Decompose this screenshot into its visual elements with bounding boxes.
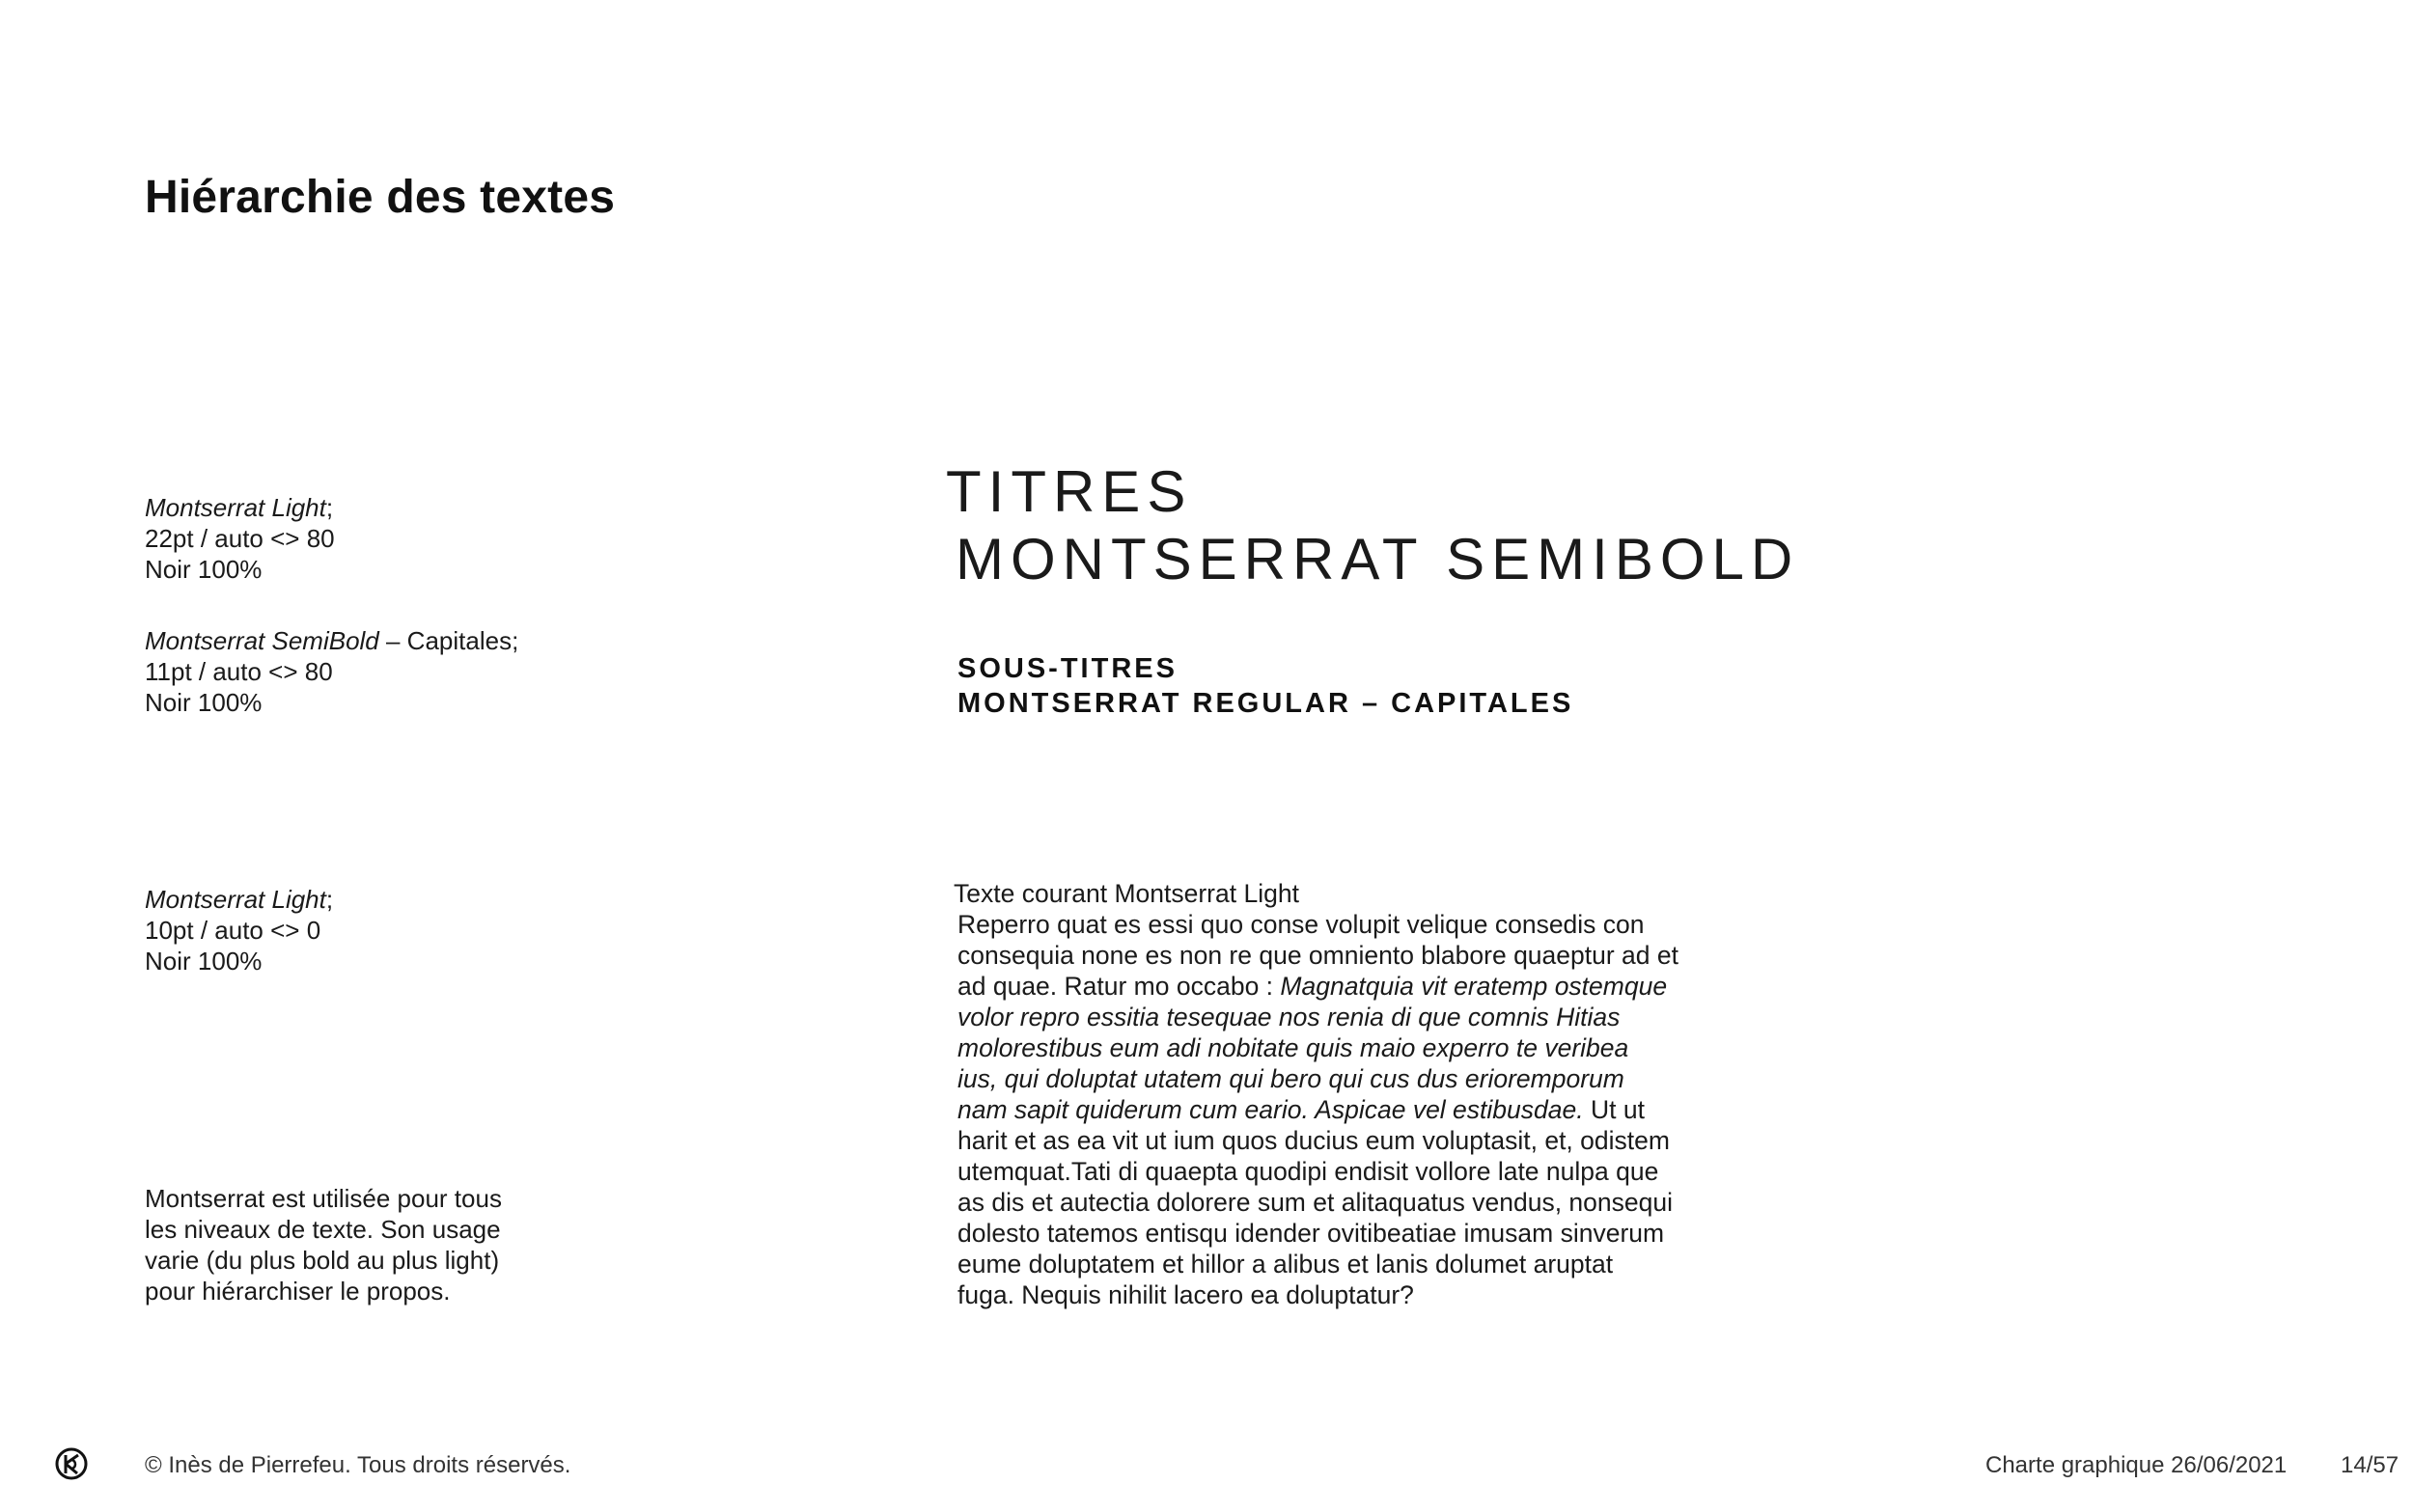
body-sample-line — [954, 1002, 1678, 1032]
body-sample-line — [954, 1032, 1678, 1063]
usage-note-line: varie (du plus bold au plus light) — [145, 1246, 500, 1275]
spec-subtitles-font: Montserrat SemiBold — [145, 626, 379, 655]
subtitle-sample-line: SOUS-TITRES — [957, 653, 1178, 684]
body-sample-run: consequia none es non re que omniento blabore quaeptur ad et — [957, 941, 1678, 970]
body-sample-emphasis: molorestibus eum adi nobitate quis maio experro te veribea — [957, 1033, 1629, 1062]
spec-subtitles-font-line — [145, 625, 518, 656]
body-sample-run: fuga. Nequis nihilit lacero ea doluptatur? — [957, 1280, 1414, 1309]
spec-titles-font-line — [145, 492, 335, 523]
body-sample-line — [954, 1063, 1678, 1094]
monogram-logo-icon — [54, 1446, 89, 1481]
body-sample-emphasis: volor repro essitia tesequae nos renia di que comnis Hitias — [957, 1003, 1621, 1031]
body-sample-line — [954, 1218, 1678, 1249]
body-sample-line — [954, 909, 1678, 940]
body-sample-run: Ut ut — [1583, 1095, 1645, 1124]
spec-titles-font: Montserrat Light — [145, 493, 326, 522]
usage-note-line: les niveaux de texte. Son usage — [145, 1215, 501, 1244]
footer-page-number: 14/57 — [2341, 1452, 2399, 1478]
body-sample-line — [954, 1094, 1678, 1125]
body-sample-emphasis: Magnatquia vit eratemp ostemque — [1280, 972, 1668, 1001]
title-sample-line: TITRES — [946, 459, 1193, 524]
spec-titles-font-suffix: ; — [325, 493, 334, 522]
body-sample-run: Reperro quat es essi quo conse volupit velique consedis con — [957, 910, 1645, 939]
spec-body-color: Noir 100% — [145, 947, 263, 976]
body-sample-line — [954, 971, 1678, 1002]
usage-note-line: Montserrat est utilisée pour tous — [145, 1184, 502, 1213]
spec-titles-color: Noir 100% — [145, 555, 263, 584]
spec-body — [145, 884, 333, 976]
body-sample-run: eume doluptatem et hillor a alibus et lanis dolumet aruptat — [957, 1250, 1614, 1278]
body-sample-line — [954, 1279, 1678, 1310]
spec-titles-size: 22pt / auto <> 80 — [145, 524, 335, 553]
footer-copyright: © Inès de Pierrefeu. Tous droits réservés. — [145, 1452, 571, 1478]
spec-body-font: Montserrat Light — [145, 885, 326, 914]
body-sample-run: harit et as ea vit ut ium quos ducius eum voluptasit, et, odistem — [957, 1126, 1670, 1155]
title-sample — [946, 458, 1799, 593]
footer-document-info: Charte graphique 26/06/2021 — [1985, 1452, 2288, 1478]
body-sample-line — [954, 1249, 1678, 1279]
spec-body-font-suffix: ; — [325, 885, 334, 914]
body-sample-run: dolesto tatemos entisqu idender ovitibeatiae imusam sinverum — [957, 1219, 1665, 1248]
body-sample-emphasis: nam sapit quiderum cum eario. Aspicae vel estibusdae. — [957, 1095, 1584, 1124]
spec-titles — [145, 492, 335, 585]
body-sample-run: ad quae. Ratur mo occabo : — [957, 972, 1281, 1001]
title-sample-line: MONTSERRAT SEMIBOLD — [956, 527, 1800, 591]
body-text-sample — [954, 878, 1678, 1310]
body-sample-run: utemquat.Tati di quaepta quodipi endisit vollore late nulpa que — [957, 1157, 1659, 1186]
body-sample-heading: Texte courant Montserrat Light — [954, 879, 1299, 908]
page-title: Hiérarchie des textes — [145, 172, 616, 223]
body-sample-line — [954, 1156, 1678, 1187]
usage-note-line: pour hiérarchiser le propos. — [145, 1277, 451, 1306]
body-sample-line — [954, 1187, 1678, 1218]
spec-subtitles-size: 11pt / auto <> 80 — [145, 657, 333, 686]
subtitle-sample-line: MONTSERRAT REGULAR – CAPITALES — [957, 688, 1574, 719]
body-sample-line — [954, 1125, 1678, 1156]
subtitle-sample — [957, 651, 1573, 721]
body-sample-paragraph — [954, 909, 1678, 1310]
spec-body-font-line — [145, 884, 333, 915]
spec-subtitles-font-suffix: – Capitales; — [378, 626, 519, 655]
spec-subtitles-color: Noir 100% — [145, 688, 263, 717]
body-sample-run: as dis et autectia dolorere sum et alitaquatus vendus, nonsequi — [957, 1188, 1673, 1217]
body-sample-line — [954, 940, 1678, 971]
spec-subtitles — [145, 625, 518, 718]
usage-note — [145, 1183, 502, 1306]
body-sample-emphasis: ius, qui doluptat utatem qui bero qui cus dus erioremporum — [957, 1064, 1624, 1093]
spec-body-size: 10pt / auto <> 0 — [145, 916, 321, 945]
